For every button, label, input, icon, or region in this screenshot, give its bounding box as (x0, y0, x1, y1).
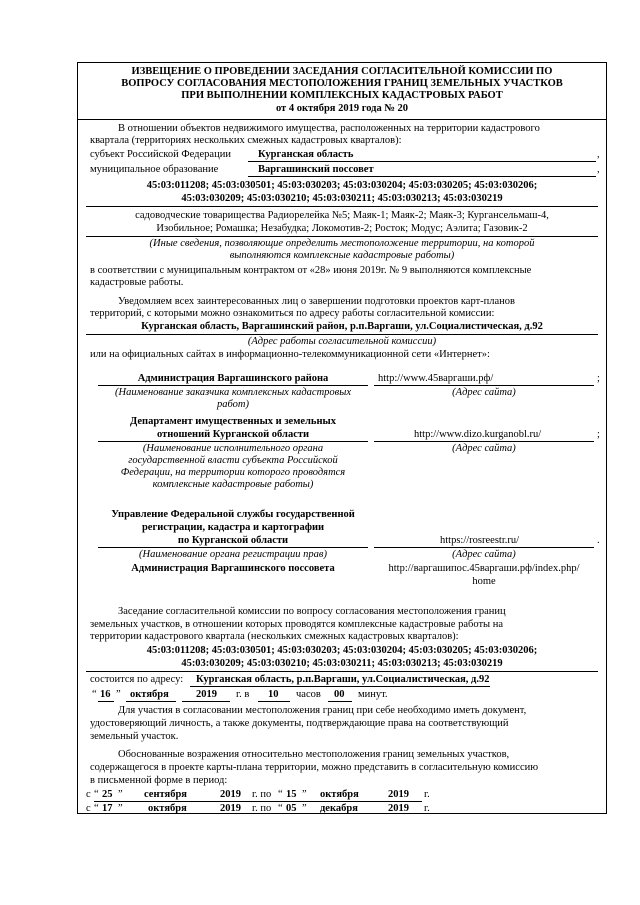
org-settlement-site-2[interactable]: home (472, 576, 496, 587)
municipality-label: муниципальное образование (90, 164, 219, 175)
participation-line-3: земельный участок. (90, 731, 179, 742)
snt-line-2: Изобильное; Ромашка; Незабудка; Локомотив-2; Росток; Модус; Аэлита; Газовик-2 (156, 223, 528, 234)
period-2-g: г. (424, 803, 430, 814)
org-executive-site-underline (374, 441, 594, 442)
org-executive-caption-4: комплексные кадастровые работы) (152, 479, 314, 490)
period-1-from-year: 2019 (220, 789, 241, 800)
org-customer-name: Администрация Варгашинского района (137, 373, 329, 384)
objections-line-2: содержащегося в проекте карты-плана территории, можно представить в согласительную комиссию (90, 762, 539, 773)
period-1-to-month: октября (320, 789, 359, 800)
org-customer-caption-2: работ) (217, 399, 249, 410)
subject-value: Курганская область (258, 149, 354, 160)
meeting-address-underline (190, 686, 490, 687)
meeting-address-label: состоится по адресу: (90, 674, 184, 685)
snt-underline (86, 236, 598, 237)
notice-line-1: Уведомляем всех заинтересованных лиц о завершении подготовки проектов карт-планов (118, 296, 516, 307)
subject-underline (248, 161, 596, 162)
contract-line-1: в соответствии с муниципальным контрактом от «28» июня 2019г. № 9 выполняются комплексные (90, 265, 532, 276)
header-line-1: ИЗВЕЩЕНИЕ О ПРОВЕДЕНИИ ЗАСЕДАНИЯ СОГЛАСИТЕЛЬНОЙ КОМИССИИ ПО (131, 66, 553, 77)
org-executive-caption-1: (Наименование исполнительного органа (142, 443, 324, 454)
meeting-minute: 00 (334, 689, 345, 700)
notice-header (78, 63, 606, 120)
period-2-g-po: г. по (252, 803, 272, 814)
meeting-quarters-2: 45:03:030209; 45:03:030210; 45:03:030211; 45:03:030213; 45:03:030219 (181, 658, 503, 669)
period-2-to-year: 2019 (388, 803, 409, 814)
org-registry-period: . (597, 535, 600, 546)
period-1-g: г. (424, 789, 430, 800)
org-registry-name-3: по Курганской области (177, 535, 289, 546)
notice-document: ИЗВЕЩЕНИЕ О ПРОВЕДЕНИИ ЗАСЕДАНИЯ СОГЛАСИТЕЛЬНОЙ КОМИССИИ ПО ВОПРОСУ СОГЛАСОВАНИЯ МЕСТОПОЛОЖЕНИЯ ГРАНИЦ ЗЕМЕЛЬНЫХ УЧАСТКОВ ПРИ ВЫПОЛНЕНИИ КОМПЛЕКСНЫХ КАДАСТРОВЫХ РАБОТ от 4 октября 2019 года № 20 В отношении объектов недвижимого имущества, расположенных на территории кадастрового квартала (территориях нескольких смежных кадастровых кварталов): субъект Российской Федерации Курганская область , муниципальное образование Варгашинский поссовет , 45:03:011208; 45:03:030501; 45:03:030203; 45:03:030204; 45:03:030205; 45:03:030206; 45:03:030209; 45:03:030210; 45:03:030211; 45:03:030213; 45:03:030219 садоводческие товарищества Радиорелейка №5; Маяк-1; Маяк-2; Маяк-3; Кургансельмаш-4, Изобильное; Ромашка; Незабудка; Локомотив-2; Росток; Модус; Аэлита; Газовик-2 (Иные сведения, позволяющие определить местоположение территории, на которой выполняются комплексные кадастровые работы) в соответствии с муниципальным контрактом от «28» июня 2019г. № 9 выполняются комплексные кадастровые работы. Уведомляем всех заинтересованных лиц о завершении подготовки проектов карт-планов территорий, с которыми можно ознакомиться по адресу работы согласительной комиссии: Курганская область, Варгашинский район, р.п.Варгаши, ул.Социалистическая, д.92 (Адрес работы согласительной комиссии) или на официальных сайтах в информационно-телекоммуникационной сети «Интернет»: Администрация Варгашинского района (Наименование заказчика комплексных кадастровых работ) http://www.45варгаши.рф/ ; (Адрес сайта) Департамент имущественных и земельных отношений Курганской области (Наименование исполнительного органа государственной власти субъекта Российской Федерации, на территории которого проводятся комплексные кадастровые работы) http://www.dizo.kurganobl.ru/ ; (Адрес сайта) Управление Федеральной службы государственной регистрации, кадастра и картографии по Курганской области (Наименование органа регистрации прав) https://rosreestr.ru/ . (Адрес сайта) Администрация Варгашинского поссовета http://варгашипос.45варгаши.рф/index.php/ home Заседание согласительной комиссии по вопросу согласования местоположения границ земельных участков, в отношении которых проводятся комплексные кадастровые работы на территории кадастрового квартала (нескольких смежных кадастровых кварталов): 45:03:011208; 45:03:030501; 45:03:030203; 45:03:030204; 45:03:030205; 45:03:030206; 45:03:030209; 45:03:030210; 45:03:030211; 45:03:030213; 45:03:030219 состоится по адресу: Курганская область, р.п.Варгаши, ул.Социалистическая, д.92 “ 16 ” октября 2019 г. в 10 часов 00 минут. Для участия в согласовании местоположения границ при себе необходимо иметь документ, удостоверяющий личность, а также документы, подтверждающие права на соответствующий земельный участок. Обоснованные возражения относительно местоположения границ земельных участков, содержащегося в проекте карты-плана территории, можно представить в согласительную комиссию в письменной форме в период: с “ 25 ” сентября 2019 г. по “ 15 ” октября 2019 г. с “ 17 ” октября 2019 г. по “ 05 ” декабря 2019 г. (77, 62, 607, 814)
org-executive-caption-3: Федерации, на территории которого проводятся (120, 467, 346, 478)
period-2-to-day: 05 (286, 803, 297, 814)
municipality-comma: , (597, 164, 600, 175)
meeting-quote-open: “ (92, 689, 97, 700)
org-executive-semicolon: ; (597, 429, 600, 440)
quarters-line-1: 45:03:011208; 45:03:030501; 45:03:030203; 45:03:030204; 45:03:030205; 45:03:030206; (146, 180, 538, 191)
address-caption: (Адрес работы согласительной комиссии) (247, 336, 437, 347)
meeting-month: октября (130, 689, 169, 700)
org-registry-site-caption: (Адрес сайта) (452, 549, 516, 560)
header-line-2: ВОПРОСУ СОГЛАСОВАНИЯ МЕСТОПОЛОЖЕНИЯ ГРАНИЦ ЗЕМЕЛЬНЫХ УЧАСТКОВ (121, 78, 563, 89)
period-1-from-c: с (86, 789, 91, 800)
meeting-line-3: территории кадастрового квартала (нескольких смежных кадастровых кварталов): (90, 631, 459, 642)
header-line-4: от 4 октября 2019 года № 20 (275, 103, 409, 114)
objections-line-3: в письменной форме в период: (90, 775, 228, 786)
intro-line-1: В отношении объектов недвижимого имущества, расположенных на территории кадастрового (118, 123, 540, 134)
meeting-minute-underline (328, 701, 352, 702)
org-customer-semicolon: ; (597, 373, 600, 384)
participation-line-1: Для участия в согласовании местоположения границ при себе необходимо иметь документ, (118, 705, 527, 716)
meeting-day: 16 (100, 689, 111, 700)
quarters-underline (86, 206, 598, 207)
period-1-from-day: 25 (102, 789, 113, 800)
meeting-month-underline (126, 701, 176, 702)
org-registry-underline (98, 547, 368, 548)
meeting-line-2: земельных участков, в отношении которых проводятся комплексные кадастровые работы на (90, 619, 503, 630)
meeting-line-1: Заседание согласительной комиссии по вопросу согласования местоположения границ (118, 606, 506, 617)
org-customer-site-underline (374, 385, 594, 386)
meeting-day-underline (98, 701, 114, 702)
snt-line-1: садоводческие товарищества Радиорелейка №5; Маяк-1; Маяк-2; Маяк-3; Кургансельмаш-4, (135, 210, 549, 221)
municipality-value: Варгашинский поссовет (258, 164, 374, 175)
address-underline (86, 334, 598, 335)
org-registry-site-underline (374, 547, 594, 548)
period-1-to-day: 15 (286, 789, 297, 800)
org-executive-site[interactable]: http://www.dizo.kurganobl.ru/ (414, 429, 542, 440)
period-2-from-c: с (86, 803, 91, 814)
org-executive-underline (98, 441, 368, 442)
meeting-quarters-1: 45:03:011208; 45:03:030501; 45:03:030203; 45:03:030204; 45:03:030205; 45:03:030206; (146, 645, 538, 656)
org-customer-site[interactable]: http://www.45варгаши.рф/ (378, 373, 494, 384)
org-registry-name-1: Управление Федеральной службы государственной (111, 509, 355, 520)
org-customer-caption-1: (Наименование заказчика комплексных кадастровых (115, 387, 351, 398)
period-2-from-day: 17 (102, 803, 113, 814)
meeting-quote-close: ” (116, 689, 121, 700)
municipality-underline (248, 176, 596, 177)
other-info-caption-2: выполняются комплексные кадастровые работы) (229, 250, 455, 261)
participation-line-2: удостоверяющий личность, а также документы, подтверждающие права на соответствующий (90, 718, 509, 729)
other-info-caption-1: (Иные сведения, позволяющие определить местоположение территории, на которой (149, 238, 535, 249)
notice-line-2: территорий, с которыми можно ознакомиться по адресу работы согласительной комиссии: (90, 308, 495, 319)
internet-line: или на официальных сайтах в информационно-телекоммуникационной сети «Интернет»: (90, 349, 490, 360)
meeting-year-underline (182, 701, 230, 702)
quarters-line-2: 45:03:030209; 45:03:030210; 45:03:030211; 45:03:030213; 45:03:030219 (181, 193, 503, 204)
org-executive-name-2: отношений Курганской области (156, 429, 310, 440)
org-registry-site[interactable]: https://rosreestr.ru/ (440, 535, 520, 546)
meeting-hour-underline (258, 701, 290, 702)
meeting-hours-word: часов (296, 689, 321, 700)
meeting-quarters-underline (86, 671, 598, 672)
period-1-to-year: 2019 (388, 789, 409, 800)
period-2-from-month: октября (148, 803, 187, 814)
meeting-g-v: г. в (236, 689, 250, 700)
org-settlement-name: Администрация Варгашинского поссовета (131, 563, 335, 574)
org-executive-caption-2: государственной власти субъекта Российской (128, 455, 338, 466)
contract-line-2: кадастровые работы. (90, 277, 184, 288)
period-1-from-month: сентября (144, 789, 187, 800)
org-registry-caption: (Наименование органа регистрации прав) (139, 549, 327, 560)
meeting-hour: 10 (268, 689, 279, 700)
header-line-3: ПРИ ВЫПОЛНЕНИИ КОМПЛЕКСНЫХ КАДАСТРОВЫХ РАБОТ (181, 90, 503, 101)
objections-line-1: Обоснованные возражения относительно местоположения границ земельных участков, (118, 749, 510, 760)
org-customer-underline (98, 385, 368, 386)
meeting-year: 2019 (196, 689, 217, 700)
period-2-from-year: 2019 (220, 803, 241, 814)
org-executive-name-1: Департамент имущественных и земельных (130, 416, 336, 427)
meeting-address-value: Курганская область, р.п.Варгаши, ул.Социалистическая, д.92 (196, 674, 490, 685)
meeting-minutes-word: минут. (358, 689, 388, 700)
org-executive-site-caption: (Адрес сайта) (452, 443, 516, 454)
intro-line-2: квартала (территориях нескольких смежных кадастровых кварталов): (90, 135, 402, 146)
period-1-g-po: г. по (252, 789, 272, 800)
commission-address: Курганская область, Варгашинский район, р.п.Варгаши, ул.Социалистическая, д.92 (141, 321, 543, 332)
org-registry-name-2: регистрации, кадастра и картографии (141, 522, 325, 533)
subject-label: субъект Российской Федерации (90, 149, 231, 160)
org-customer-site-caption: (Адрес сайта) (452, 387, 516, 398)
period-2-to-month: декабря (320, 803, 358, 814)
subject-comma: , (597, 149, 600, 160)
period-1-underline (94, 801, 422, 802)
org-settlement-site[interactable]: http://варгашипос.45варгаши.рф/index.php/ (388, 563, 580, 574)
